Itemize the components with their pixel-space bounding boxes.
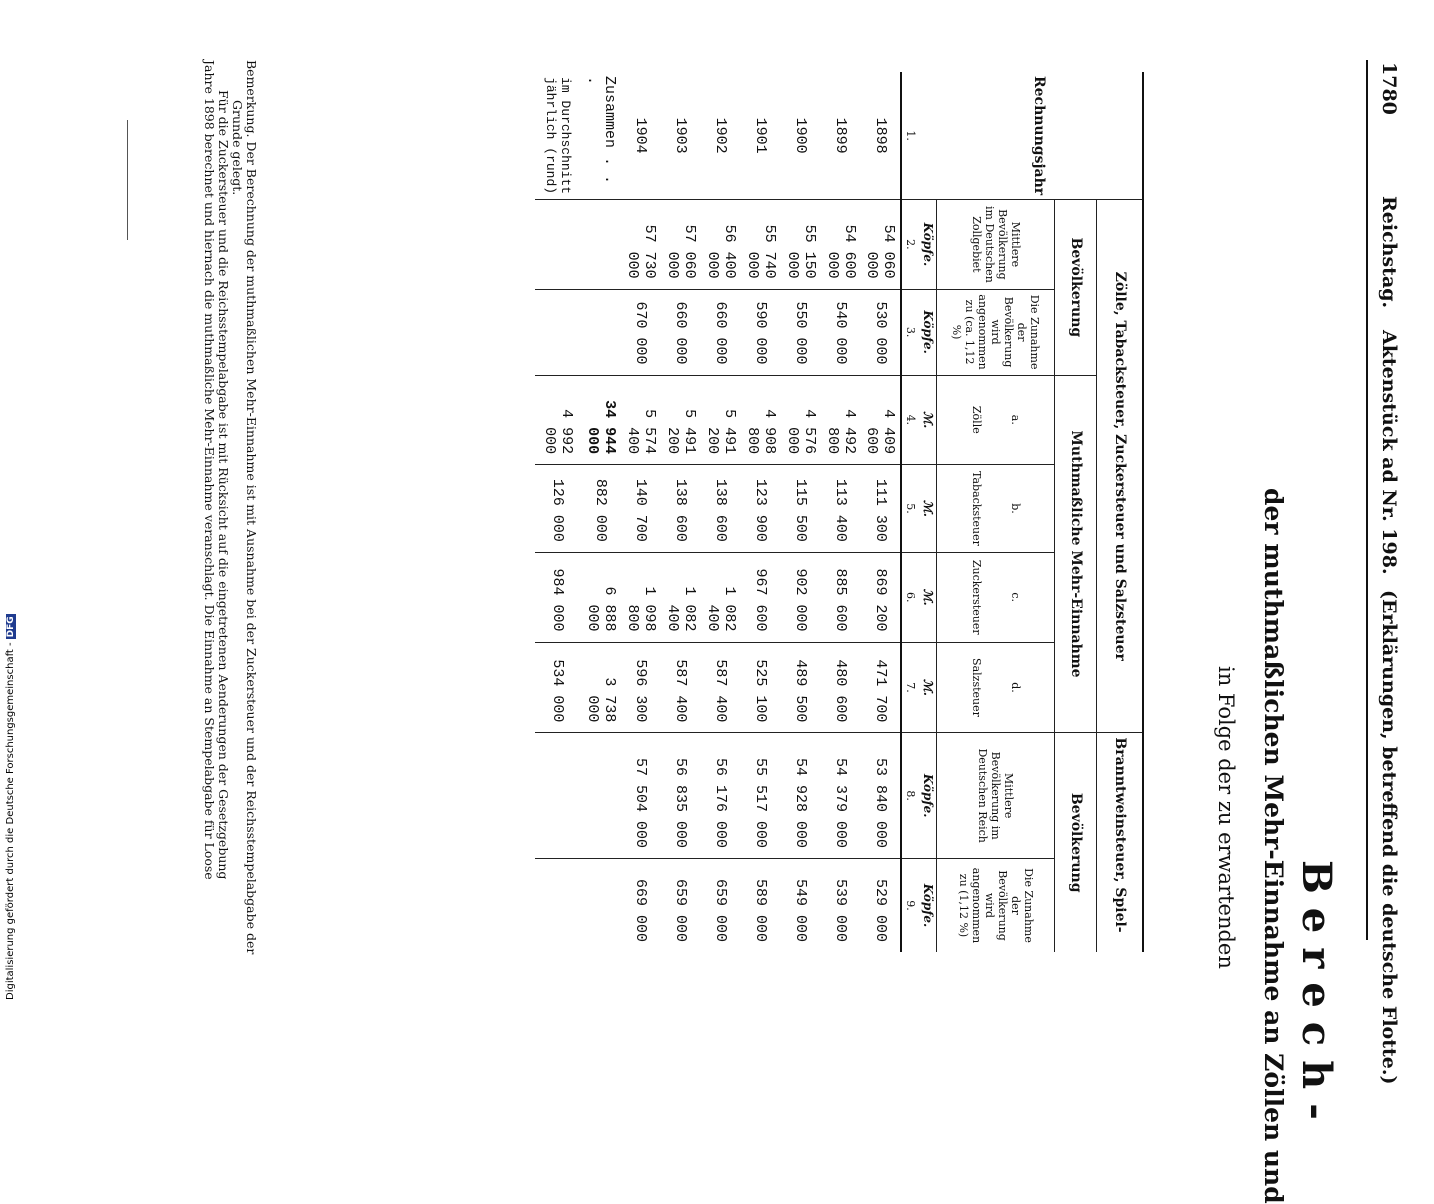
header-left: Reichstag.	[1378, 196, 1400, 309]
header-bevoelkerung-right: Bevölkerung	[1055, 733, 1097, 952]
average-row	[535, 72, 581, 952]
cell-year: 1898	[861, 72, 901, 200]
cell-bev-reich: 54 928 000	[781, 733, 821, 859]
cell-salz: 471 700	[861, 642, 901, 733]
cell-taback: 115 500	[781, 465, 821, 553]
cell-zucker: 902 000	[781, 552, 821, 642]
cell-bev-reich: 56 835 000	[661, 733, 701, 859]
cell-salz: 587 400	[661, 642, 701, 733]
col-header-5	[937, 465, 1055, 553]
header-rule	[1366, 60, 1368, 940]
cell-year: 1904	[621, 72, 661, 200]
sum-zoelle: 34 944 000	[581, 375, 621, 465]
cell-salz: 525 100	[741, 642, 781, 733]
unit-cell: ℳ.	[919, 642, 937, 733]
col-header-9: Die Zunahme der Bevölkerung wird angenommen zu (1,12 %)	[937, 858, 1055, 952]
revenue-table	[535, 72, 1144, 952]
empty-cell	[535, 858, 581, 952]
unit-cell: ℳ.	[919, 552, 937, 642]
cell-salz: 489 500	[781, 642, 821, 733]
title-main: Berech-	[1293, 860, 1340, 1134]
cell-zunahme-reich: 669 000	[632, 878, 650, 942]
cell-taback: 123 900	[741, 465, 781, 553]
empty-cell	[581, 200, 621, 289]
cell-zucker: 1 082 400	[701, 552, 741, 642]
empty-cell	[535, 289, 581, 375]
empty-cell	[581, 289, 621, 375]
cell-taback: 111 300	[861, 465, 901, 553]
cell-year: 1900	[781, 72, 821, 200]
unit-cell	[919, 72, 937, 200]
cell-bev-reich: 57 504 000	[621, 733, 661, 859]
empty-cell	[581, 858, 621, 952]
title-line-2: der muthmaßlichen Mehr-Einnahme an Zöllen und	[1259, 488, 1288, 1204]
unit-cell: ℳ.	[919, 465, 937, 553]
cell-zucker: 1 082 400	[661, 552, 701, 642]
col-header-8: Mittlere Bevölkerung im Deutschen Reich	[937, 733, 1055, 859]
page-number: 1780	[1378, 62, 1400, 115]
credit-text: Digitalisierung gefördert durch die Deutsche Forschungsgemeinschaft -	[5, 642, 16, 1000]
col-letter-d: d.	[1009, 682, 1022, 693]
table-row	[741, 72, 781, 952]
cell-zoelle: 4 409 600	[861, 375, 901, 465]
col-number: 7.	[901, 642, 919, 733]
avg-salz: 534 000	[535, 642, 581, 733]
cell-zunahme-zollgebiet: 660 000	[661, 289, 701, 375]
cell-zunahme-zollgebiet: 540 000	[821, 289, 861, 375]
cell-zunahme-zollgebiet: 530 000	[861, 289, 901, 375]
col-header-6	[937, 552, 1055, 642]
sum-zucker: 6 888 000	[581, 552, 621, 642]
col-number: 9.	[904, 900, 917, 911]
average-label-1: im Durchschnitt	[558, 77, 573, 195]
table-row	[781, 72, 821, 952]
cell-taback: 140 700	[621, 465, 661, 553]
cell-taback: 138 600	[661, 465, 701, 553]
col-letter-c: c.	[1009, 592, 1022, 603]
cell-bev-zollgebiet: 56 400 000	[701, 200, 741, 289]
empty-cell	[581, 733, 621, 859]
cell-zunahme-reich: 549 000	[792, 878, 810, 942]
average-label	[535, 72, 581, 200]
col-header-4	[937, 375, 1055, 465]
unit-cell: Köpfe.	[919, 200, 937, 289]
cell-zoelle: 5 574 400	[621, 375, 661, 465]
cell-bev-reich: 54 379 000	[821, 733, 861, 859]
cell-zunahme-zollgebiet: 590 000	[741, 289, 781, 375]
table-body	[621, 72, 901, 952]
cell-zucker: 967 600	[741, 552, 781, 642]
unit-cell: ℳ.	[919, 375, 937, 465]
cell-zucker: 885 600	[821, 552, 861, 642]
average-label-2: jährlich (rund)	[543, 77, 558, 195]
empty-cell	[535, 200, 581, 289]
cell-bev-zollgebiet: 54 060 000	[861, 200, 901, 289]
col-number: 1.	[901, 72, 919, 200]
cell-zoelle: 4 576 000	[781, 375, 821, 465]
cell-zoelle: 4 492 800	[821, 375, 861, 465]
remark-line-1: Bemerkung. Der Berechnung der muthmaßlichen Mehr-Einnahme ist mit Ausnahme bei der Zuckersteuer und der Reichsstempelabgabe der	[244, 60, 259, 955]
col-header-rechnungsjahr: Rechnungsjahr	[937, 72, 1143, 200]
unit-cell: Köpfe.	[920, 883, 935, 928]
cell-bev-reich: 53 840 000	[861, 733, 901, 859]
empty-cell	[535, 733, 581, 859]
col-number: 2.	[901, 200, 919, 289]
group-header-branntwein: Branntweinsteuer, Spiel-	[1097, 733, 1143, 952]
dfg-logo: DFG	[6, 616, 16, 638]
col-name-zoelle: Zölle	[970, 405, 983, 434]
cell-zunahme-reich: 529 000	[872, 878, 889, 942]
cell-zunahme-reich: 659 000	[672, 878, 690, 942]
col-number: 8.	[901, 733, 919, 859]
table-row	[861, 72, 901, 952]
cell-zoelle: 5 491 200	[661, 375, 701, 465]
sum-taback: 882 000	[581, 465, 621, 553]
digitization-credit	[0, 602, 20, 1000]
table-row	[661, 72, 701, 952]
cell-year: 1902	[701, 72, 741, 200]
sum-row	[581, 72, 621, 952]
cell-salz: 596 300	[621, 642, 661, 733]
units-row	[919, 72, 937, 952]
cell-zoelle: 5 491 200	[701, 375, 741, 465]
avg-taback: 126 000	[535, 465, 581, 553]
header-bevoelkerung: Bevölkerung	[1055, 200, 1097, 375]
cell-year: 1903	[661, 72, 701, 200]
cell-bev-zollgebiet: 57 060 000	[661, 200, 701, 289]
cell-zunahme-reich: 589 000	[752, 878, 770, 942]
avg-zoelle: 4 992 000	[535, 375, 581, 465]
cell-salz: 480 600	[821, 642, 861, 733]
remark-line-4: Jahre 1898 berechnet und hiernach die muthmaßliche Mehr-Einnahme veranschlagt. Die Einnahme an Stempelabgabe für Loose	[202, 60, 217, 880]
cell-zoelle: 4 908 800	[741, 375, 781, 465]
cell-taback: 113 400	[821, 465, 861, 553]
col-number: 4.	[901, 375, 919, 465]
col-header-3: Die Zunahme der Bevölkerung wird angenommen zu (ca. 1,12 %)	[937, 289, 1055, 375]
cell-zunahme-reich: 539 000	[832, 878, 850, 942]
cell-bev-reich: 56 176 000	[701, 733, 741, 859]
cell-bev-zollgebiet: 57 730 000	[621, 200, 661, 289]
sum-label: Zusammen . . .	[581, 72, 621, 200]
avg-zucker: 984 000	[535, 552, 581, 642]
cell-zunahme-reich: 659 000	[712, 878, 730, 942]
cell-salz: 587 400	[701, 642, 741, 733]
column-number-row	[901, 72, 919, 952]
col-name-salz: Salzsteuer	[970, 658, 983, 717]
cell-zunahme-zollgebiet: 670 000	[621, 289, 661, 375]
header-right: (Erklärungen, betreffend die deutsche Flotte.)	[1378, 590, 1400, 1085]
header-mehr-einnahme: Muthmaßliche Mehr-Einnahme	[1055, 375, 1097, 733]
cell-bev-zollgebiet: 55 740 000	[741, 200, 781, 289]
table-row	[701, 72, 741, 952]
cell-year: 1901	[741, 72, 781, 200]
col-number: 6.	[901, 552, 919, 642]
cell-zunahme-zollgebiet: 660 000	[701, 289, 741, 375]
col-letter-b: b.	[1009, 503, 1022, 514]
col-number: 3.	[901, 289, 919, 375]
table-row	[821, 72, 861, 952]
col-header-7	[937, 642, 1055, 733]
cell-zunahme-zollgebiet: 550 000	[781, 289, 821, 375]
col-name-zucker: Zuckersteuer	[970, 559, 983, 635]
cell-zucker: 869 200	[861, 552, 901, 642]
col-name-taback: Tabacksteuer	[970, 471, 983, 546]
col-number: 5.	[901, 465, 919, 553]
header-center: Aktenstück ad Nr. 198.	[1378, 330, 1400, 575]
unit-cell: Köpfe.	[919, 289, 937, 375]
col-header-2: Mittlere Bevölkerung im Deutschen Zollgebiet	[937, 200, 1055, 289]
remark-line-2: Grunde gelegt.	[230, 100, 245, 196]
cell-zucker: 1 098 800	[621, 552, 661, 642]
group-header-zoelle: Zölle, Tabacksteuer, Zuckersteuer und Salzsteuer	[1097, 200, 1143, 733]
cell-year: 1899	[821, 72, 861, 200]
remark-line-3: Für die Zuckersteuer und die Reichsstempelabgabe ist mit Rücksicht auf die eingetretenen Aenderungen der Gesetzgebung	[216, 90, 231, 880]
title-line-3: in Folge der zu erwartenden	[1214, 666, 1238, 969]
table-row	[621, 72, 661, 952]
separator-line	[127, 120, 128, 240]
sum-salz: 3 738 000	[581, 642, 621, 733]
cell-bev-reich: 55 517 000	[741, 733, 781, 859]
cell-taback: 138 600	[701, 465, 741, 553]
col-letter-a: a.	[1009, 414, 1022, 425]
cell-bev-zollgebiet: 54 600 000	[821, 200, 861, 289]
unit-cell: Köpfe.	[919, 733, 937, 859]
cell-bev-zollgebiet: 55 150 000	[781, 200, 821, 289]
